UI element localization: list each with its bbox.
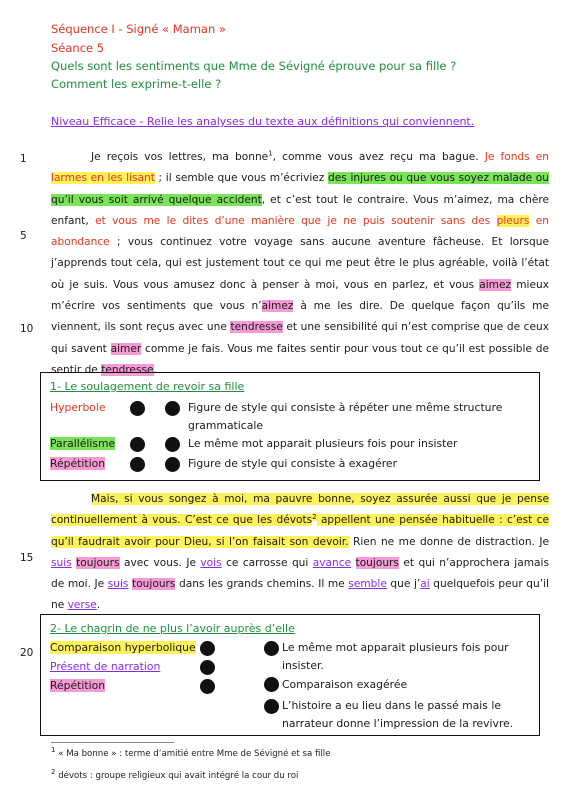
red-phrase: Je fonds en [484, 151, 550, 163]
exercise-box-2 [40, 614, 540, 736]
footnote-ref: 1 [268, 149, 273, 158]
present-verb: suis [107, 578, 129, 591]
footnote-2 [51, 768, 299, 781]
present-verb: semble [348, 578, 387, 591]
text: à me les dire. De quelque façon qu’ils me viennent, ils sont reçus avec une [51, 300, 549, 334]
footnote-1 [51, 746, 331, 759]
footnote-separator [51, 742, 174, 743]
text: . [153, 363, 157, 376]
footnote-text: « Ma bonne » : terme d’amitié entre Mme de Sévigné et sa fille [55, 749, 331, 759]
question-2: Comment les exprime-t-elle ? [51, 77, 222, 91]
term-parallelisme: Parallélisme [50, 437, 116, 450]
definition: grammaticale [188, 419, 263, 432]
pink-highlight: tendresse [230, 321, 283, 334]
pink-highlight: tendresse [101, 363, 154, 376]
text: , comme vous avez reçu ma bague. [272, 151, 485, 163]
yellow-red-phrase: larmes [51, 172, 87, 185]
link-dot[interactable] [165, 457, 180, 472]
line-number: 1 [20, 153, 27, 165]
yellow-red-phrase: en les lisant [86, 172, 155, 185]
text: comme je fais. Vous me faites sentir pour vous tout ce qu’il est possible de sentir de [51, 342, 549, 376]
text: ce carrosse qui [221, 556, 313, 569]
line-number: 5 [20, 230, 27, 242]
present-verb: ai [420, 578, 430, 591]
definition: Figure de style qui consiste à répéter une même structure [188, 401, 503, 414]
term-present-narration: Présent de narration [50, 660, 161, 673]
text: quelquefois peur qu’il ne [51, 578, 549, 612]
text: Je reçois vos lettres, ma bonne [91, 151, 269, 163]
text: , et c’est tout le contraire. Vous m’aimez, ma chère enfant, [51, 193, 549, 227]
term-hyperbole: Hyperbole [50, 401, 106, 414]
definition: narrateur donne l’impression de la revivre. [282, 717, 514, 730]
text: Rien ne me donne de distraction. Je [348, 535, 550, 548]
term-repetition: Répétition [50, 457, 106, 470]
yellow-highlight: Mais, si vous songez à moi, ma pauvre bonne, soyez assurée aussi que je pense continuellement à vous. C’est ce que les dévots [51, 493, 549, 527]
pink-highlight: toujours [132, 578, 176, 591]
red-phrase: en abondance [51, 214, 550, 249]
box-1-title: 1- Le soulagement de revoir sa fille [50, 380, 245, 393]
exercise-box-1 [40, 372, 540, 481]
text: avec vous. Je [119, 556, 201, 569]
link-dot[interactable] [264, 677, 279, 692]
present-verb: verse [67, 599, 97, 612]
sequence-title: Séquence I - Signé « Maman » [51, 22, 226, 36]
pink-highlight: toujours [76, 556, 120, 569]
term-comparaison-hyperbolique: Comparaison hyperbolique [50, 641, 196, 654]
definition: Figure de style qui consiste à exagérer [188, 457, 398, 470]
definition: Le même mot apparait plusieurs fois pour insister [188, 437, 458, 450]
yellow-red-phrase: pleurs [496, 214, 530, 227]
footnote-ref: 2 [312, 512, 317, 521]
link-dot[interactable] [165, 401, 180, 416]
present-verb: suis [51, 556, 72, 569]
link-dot[interactable] [200, 660, 215, 675]
link-dot[interactable] [264, 641, 279, 656]
line-number: 20 [20, 647, 34, 659]
text: ; vous continuez votre voyage sans aucune aventure fâcheuse. Et lorsque j’apprends tout cela, qui est justement tout ce qui me peut être le plus agréable, voilà l’état où je suis. Vous vous amusez donc à penser à moi, vous en parlez, et vous [51, 236, 549, 291]
link-dot[interactable] [130, 401, 145, 416]
text-paragraph-2 [51, 489, 549, 617]
line-number: 10 [20, 323, 34, 335]
present-verb: vois [200, 556, 222, 569]
footnote-number: 1 [51, 746, 56, 755]
line-number: 15 [20, 552, 34, 564]
link-dot[interactable] [264, 699, 279, 714]
text: ; il semble que vous m’écriviez [154, 172, 329, 185]
definition: L’histoire a eu lieu dans le passé mais le [282, 699, 501, 712]
link-dot[interactable] [130, 457, 145, 472]
definition: insister. [282, 659, 324, 672]
link-dot[interactable] [200, 641, 215, 656]
definition: Comparaison exagérée [282, 678, 408, 691]
instruction: Niveau Efficace - Relie les analyses du texte aux définitions qui conviennent. [51, 115, 475, 128]
link-dot[interactable] [130, 437, 145, 452]
pink-highlight: aimez [479, 278, 512, 291]
text: et une sensibilité qui n’est comprise que de ceux qui savent [51, 321, 549, 355]
text: et qui n’approchera jamais de moi. Je [51, 556, 549, 591]
footnote-number: 2 [51, 768, 56, 777]
term-repetition: Répétition [50, 679, 106, 692]
question-1: Quels sont les sentiments que Mme de Sévigné éprouve pour sa fille ? [51, 59, 457, 73]
text: que j’ [386, 578, 421, 591]
green-highlight: des injures ou que vous soyez malade ou qu’il vous soit arrivé quelque accident [51, 172, 549, 206]
text-paragraph-1 [51, 147, 549, 381]
present-verb: avance [312, 556, 352, 569]
seance-title: Séance 5 [51, 41, 105, 55]
text: dans les grands chemins. Il me [175, 578, 349, 591]
footnote-text: dévots : groupe religieux qui avait intégré la cour du roi [55, 771, 299, 781]
yellow-highlight: appellent une pensée habituelle : c’est ce qu’il faudrait avoir pour Dieu, si l’on faisait son devoir. [51, 514, 549, 548]
link-dot[interactable] [165, 437, 180, 452]
text: mieux m’écrire vos sentiments que vous n’ [51, 278, 549, 313]
box-2-title: 2- Le chagrin de ne plus l’avoir auprès d’elle [50, 622, 295, 635]
pink-highlight: aimez [261, 300, 294, 313]
link-dot[interactable] [200, 679, 215, 694]
pink-highlight: aimer [110, 342, 142, 355]
pink-highlight: toujours [355, 556, 399, 569]
red-phrase: et vous me le dites d’une manière que je ne puis soutenir sans des [95, 214, 497, 227]
definition: Le même mot apparait plusieurs fois pour [282, 641, 509, 654]
text [351, 557, 355, 569]
text: . [96, 599, 101, 612]
